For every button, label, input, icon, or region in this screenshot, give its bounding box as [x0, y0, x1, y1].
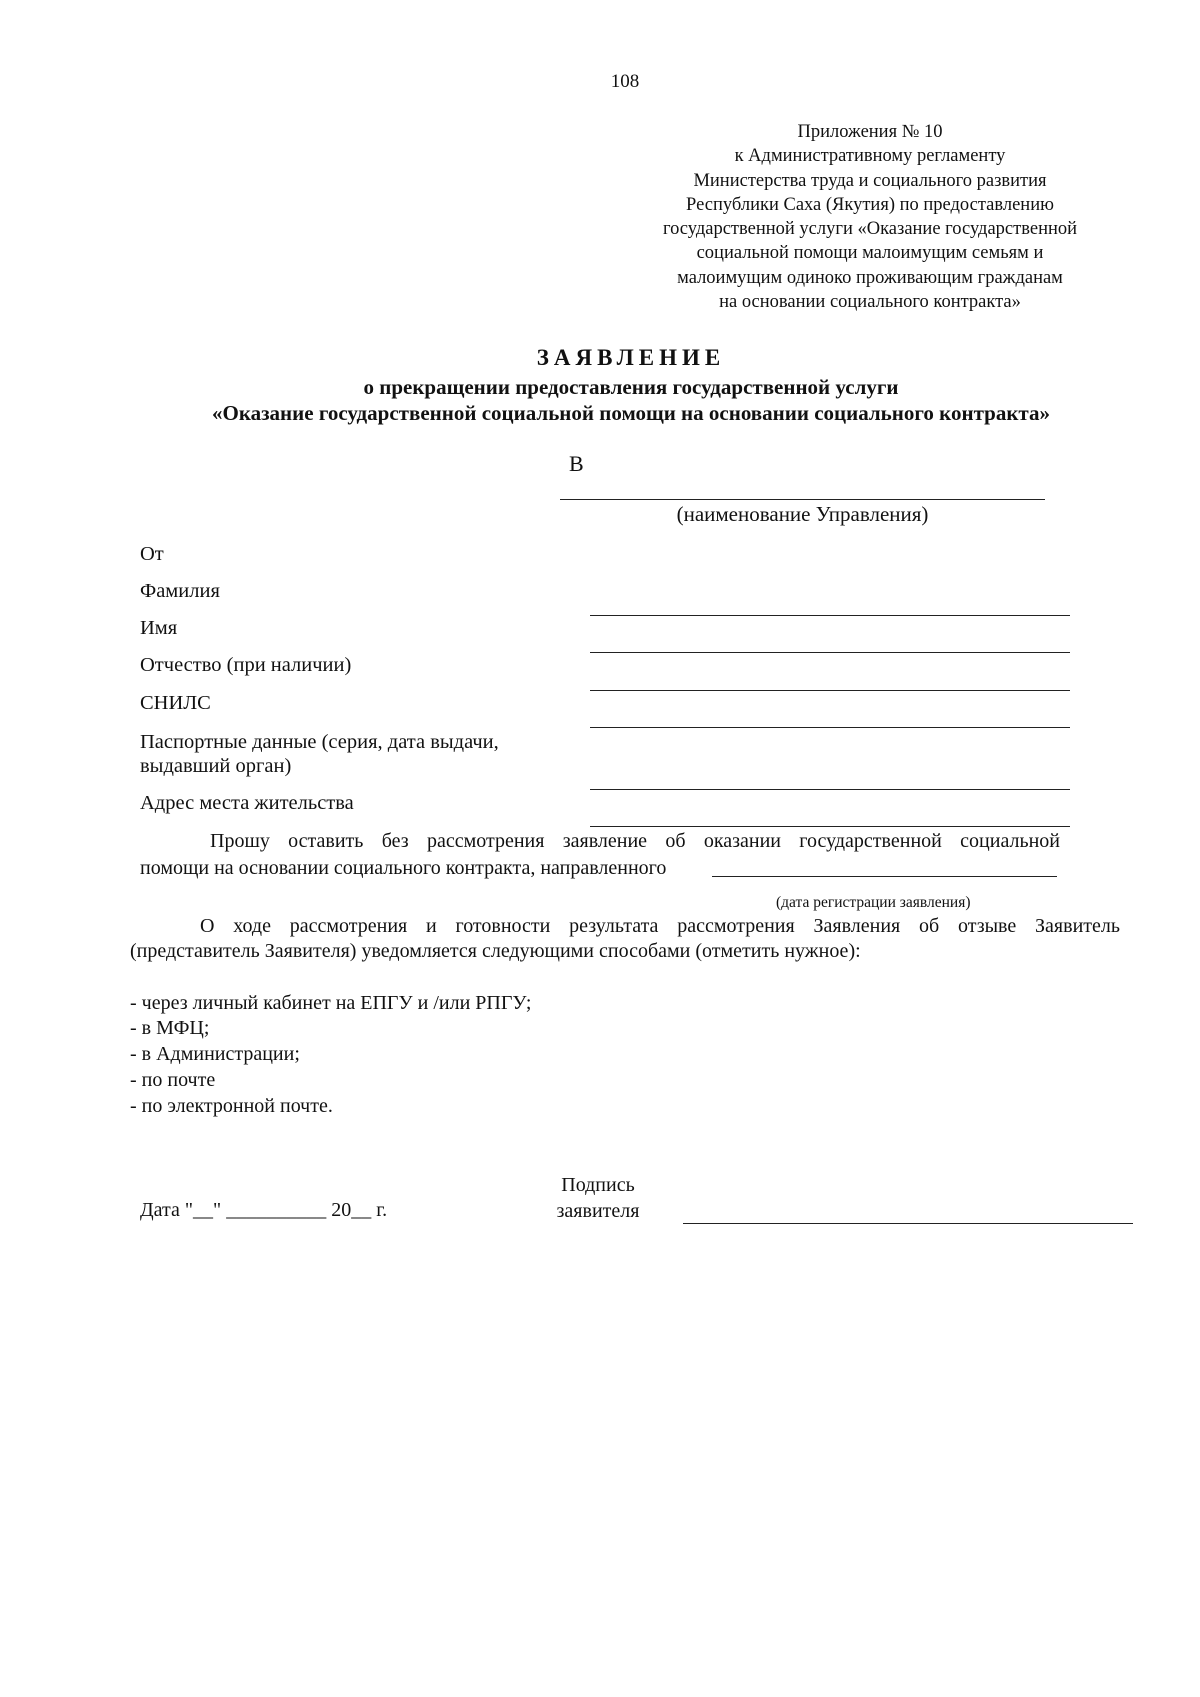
appendix-header — [620, 120, 1120, 314]
from-label: От — [140, 543, 164, 565]
document-subtitle-line2: «Оказание государственной социальной помощи на основании социального контракта» — [212, 401, 1050, 425]
passport-label-line2: выдавший орган) — [140, 755, 292, 777]
appendix-line: к Административному регламенту — [734, 146, 1006, 167]
addressee-caption: (наименование Управления) — [676, 502, 929, 526]
name-label: Имя — [140, 617, 178, 639]
signature-label-line1: Подпись — [561, 1174, 635, 1196]
method-item-lk: - через личный кабинет на ЕПГУ и /или РПГУ; — [130, 992, 532, 1014]
notification-text-line2: (представитель Заявителя) уведомляется следующими способами (отметить нужное): — [130, 940, 861, 962]
request-text-line2: помощи на основании социального контракта, направленного — [140, 857, 667, 879]
passport-field[interactable] — [590, 789, 1070, 790]
method-item-mfc: - в МФЦ; — [130, 1017, 210, 1039]
snils-field[interactable] — [590, 727, 1070, 728]
addressee-field[interactable] — [560, 499, 1045, 500]
patronymic-field[interactable] — [590, 690, 1070, 691]
method-item-post: - по почте — [130, 1069, 216, 1091]
signature-label-line2: заявителя — [556, 1200, 640, 1222]
notification-text-line1: О ходе рассмотрения и готовности результата рассмотрения Заявления об отзыве Заявитель — [200, 915, 1120, 937]
surname-label: Фамилия — [140, 580, 220, 602]
snils-label: СНИЛС — [140, 692, 211, 714]
page-number: 108 — [610, 71, 640, 92]
method-item-administration: - в Администрации; — [130, 1043, 300, 1065]
appendix-line: Приложения № 10 — [797, 122, 943, 142]
addressee-prefix: В — [569, 451, 584, 476]
appendix-line: государственной услуги «Оказание государственной — [662, 219, 1078, 240]
registration-date-caption: (дата регистрации заявления) — [776, 894, 971, 911]
passport-label-line1: Паспортные данные (серия, дата выдачи, — [140, 731, 499, 753]
registration-date-field[interactable] — [712, 876, 1057, 877]
date-field-label: Дата "__" __________ 20__ г. — [140, 1199, 388, 1221]
appendix-line: Министерства труда и социального развития — [693, 170, 1047, 191]
address-field[interactable] — [590, 826, 1070, 827]
signature-field[interactable] — [683, 1223, 1133, 1224]
appendix-line: на основании социального контракта» — [719, 292, 1021, 313]
method-item-email: - по электронной почте. — [130, 1095, 333, 1117]
surname-field[interactable] — [590, 615, 1070, 616]
address-label: Адрес места жительства — [140, 792, 354, 814]
document-subtitle-line1: о прекращении предоставления государственной услуги — [363, 375, 899, 399]
patronymic-label: Отчество (при наличии) — [140, 654, 352, 676]
appendix-line: социальной помощи малоимущим семьям и — [696, 243, 1044, 264]
document-title: ЗАЯВЛЕНИЕ — [536, 345, 726, 370]
request-text-line1: Прошу оставить без рассмотрения заявление об оказании государственной социальной — [210, 830, 1060, 852]
appendix-line: малоимущим одиноко проживающим гражданам — [677, 267, 1063, 288]
appendix-line: Республики Саха (Якутия) по предоставлению — [686, 194, 1054, 215]
name-field[interactable] — [590, 652, 1070, 653]
